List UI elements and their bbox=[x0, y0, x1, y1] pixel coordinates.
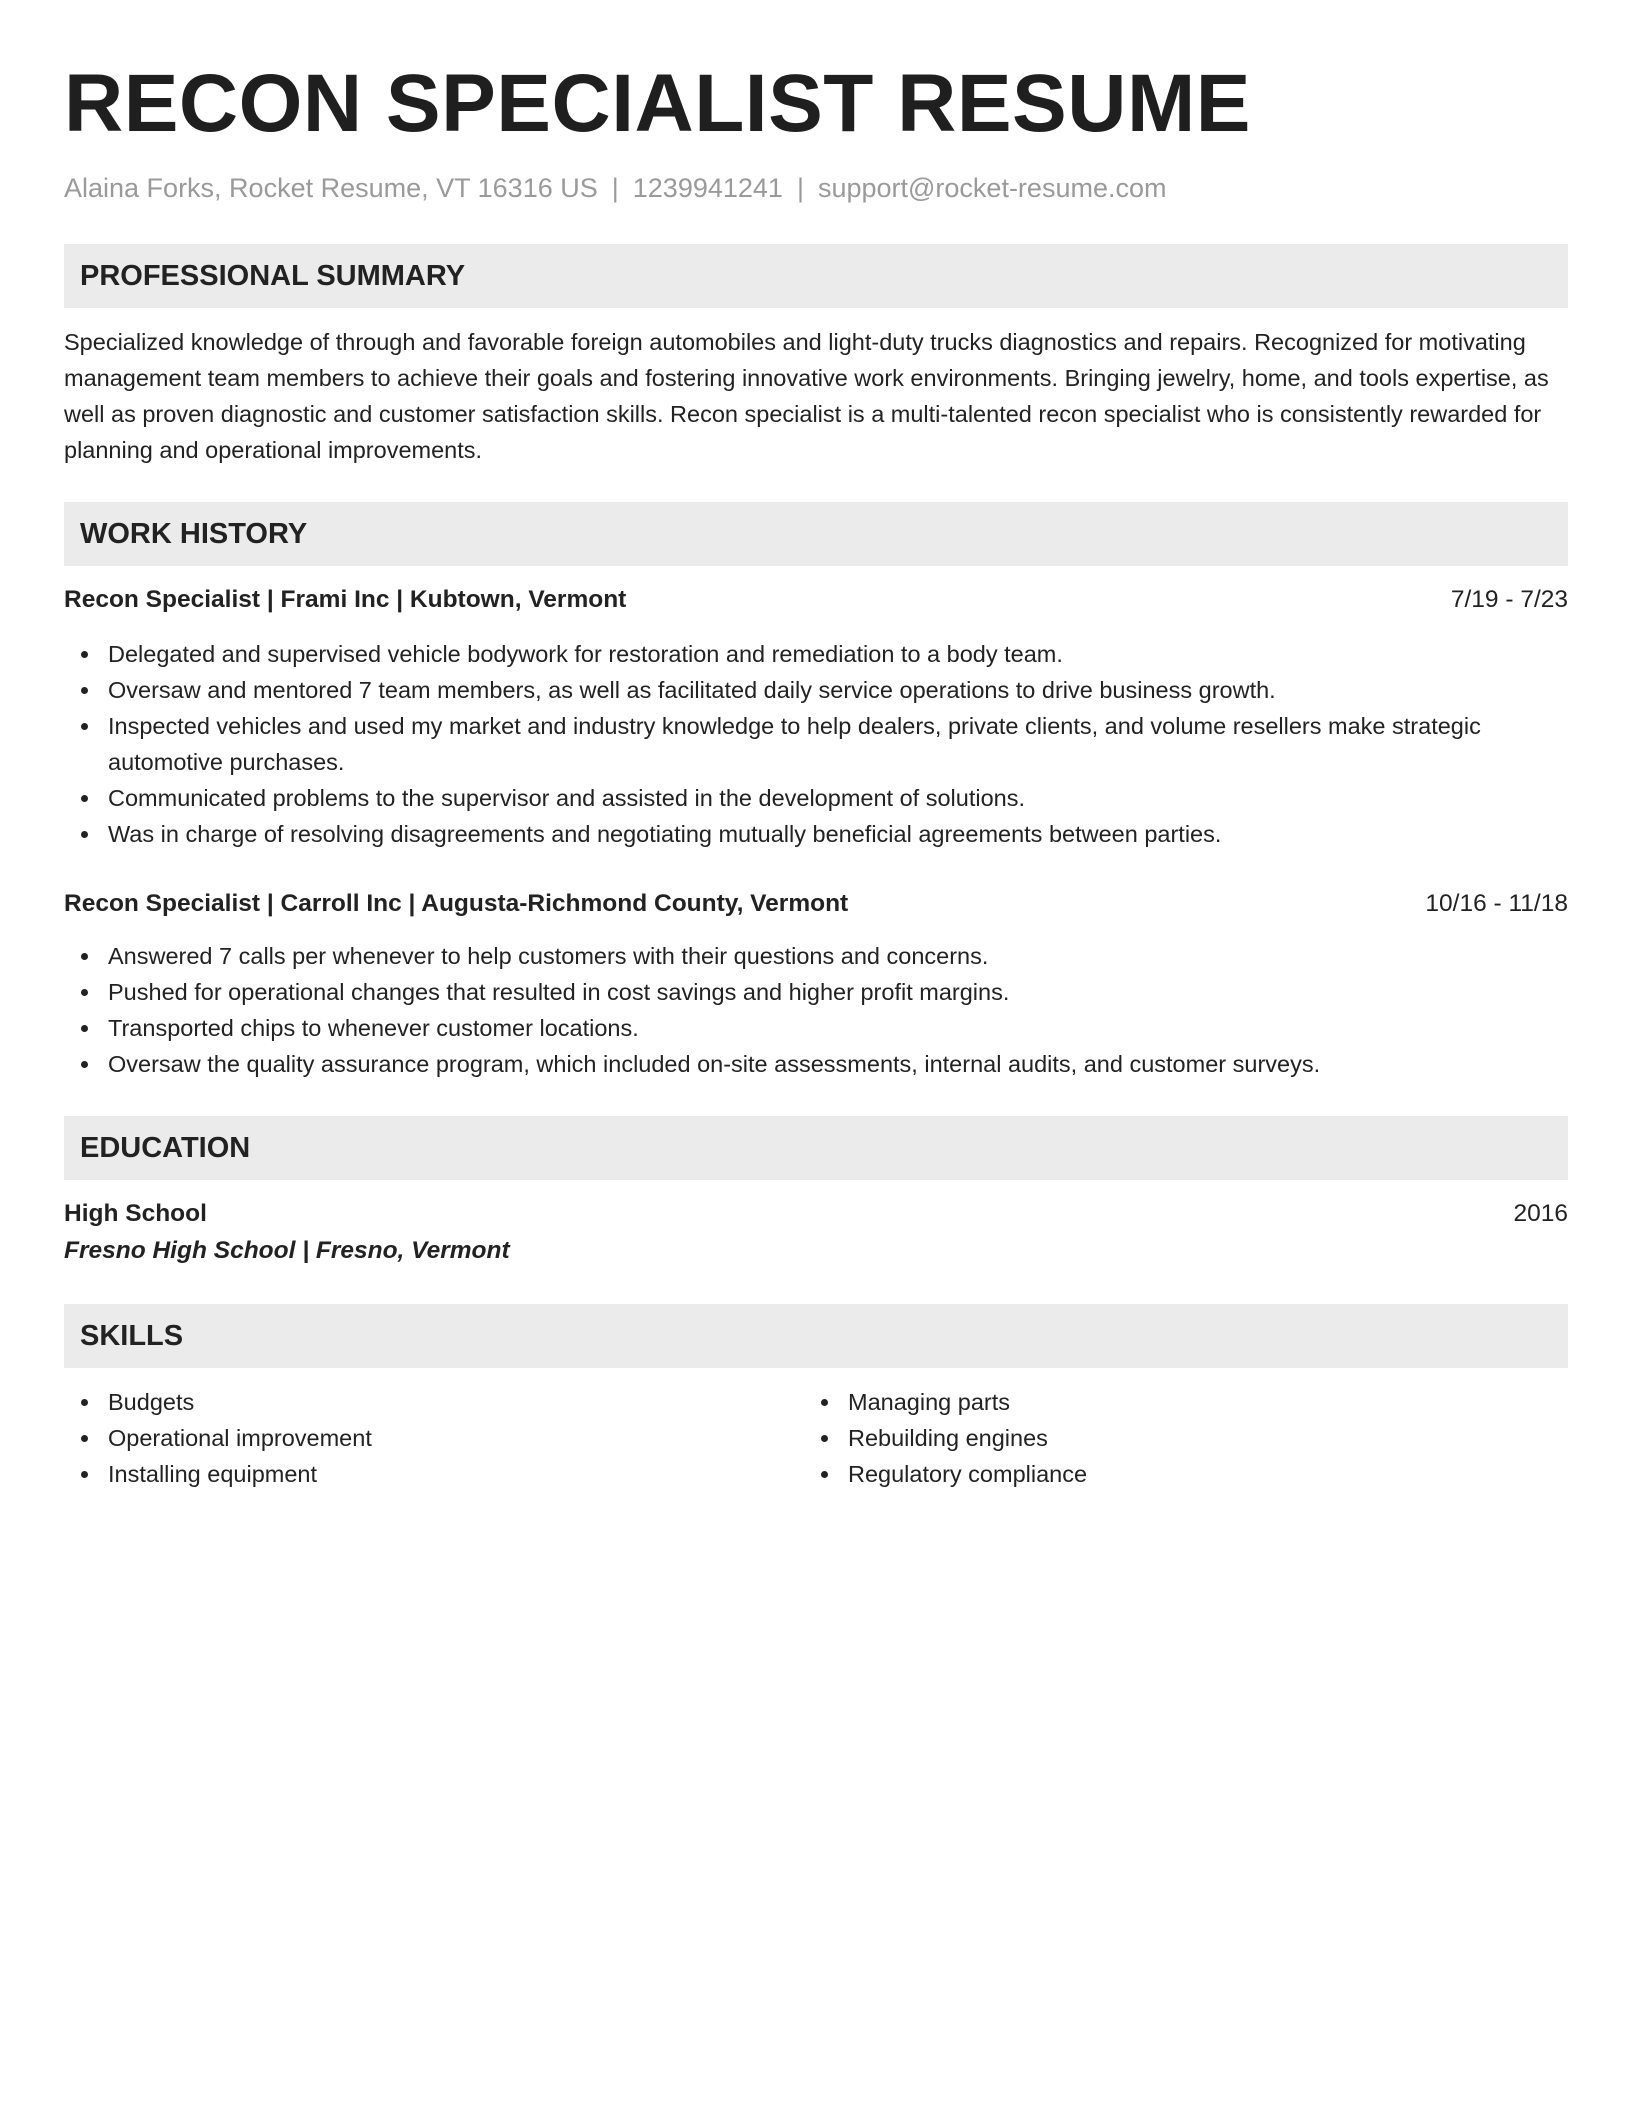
education-school: Fresno High School | Fresno, Vermont bbox=[64, 1237, 510, 1264]
skill-item: Rebuilding engines bbox=[804, 1420, 1544, 1456]
list-item: Inspected vehicles and used my market and industry knowledge to help dealers, private clients, and volume resellers make strategic automotive purchases. bbox=[64, 708, 1568, 780]
skill-item: Installing equipment bbox=[64, 1456, 804, 1492]
job-title: Recon Specialist | Carroll Inc | Augusta-Richmond County, Vermont bbox=[64, 890, 849, 917]
skill-item: Budgets bbox=[64, 1384, 804, 1420]
section-header-education: EDUCATION bbox=[64, 1116, 1568, 1180]
section-header-work-history: WORK HISTORY bbox=[64, 502, 1568, 566]
job-entry bbox=[64, 886, 1568, 1082]
section-header-skills: SKILLS bbox=[64, 1304, 1568, 1368]
education-row bbox=[64, 1196, 1568, 1232]
list-item: Answered 7 calls per whenever to help customers with their questions and concerns. bbox=[64, 938, 1568, 974]
skills-grid bbox=[64, 1384, 1568, 1492]
job-bullets bbox=[64, 938, 1568, 1082]
list-item: Oversaw the quality assurance program, which included on-site assessments, internal audits, and customer surveys. bbox=[64, 1046, 1568, 1082]
list-item: Communicated problems to the supervisor and assisted in the development of solutions. bbox=[64, 780, 1568, 816]
summary-text: Specialized knowledge of through and favorable foreign automobiles and light-duty trucks diagnostics and repairs. Recognized for motivating management team members to achieve their goals and fostering innovative work environments. Bringing jewelry, home, and tools expertise, as well as proven diagnostic and customer satisfaction skills. Recon specialist is a multi-talented recon specialist who is consistently rewarded for planning and operational improvements. bbox=[64, 329, 1549, 463]
contact-address: Alaina Forks, Rocket Resume, VT 16316 US bbox=[64, 173, 598, 203]
skills-column-left bbox=[64, 1384, 804, 1492]
job-bullets bbox=[64, 636, 1568, 852]
section-header-summary: PROFESSIONAL SUMMARY bbox=[64, 244, 1568, 308]
list-item: Transported chips to whenever customer locations. bbox=[64, 1010, 1568, 1046]
contact-line bbox=[64, 170, 1568, 206]
list-item: Delegated and supervised vehicle bodywork for restoration and remediation to a body team. bbox=[64, 636, 1568, 672]
job-header bbox=[64, 582, 1568, 618]
list-item: Oversaw and mentored 7 team members, as well as facilitated daily service operations to drive business growth. bbox=[64, 672, 1568, 708]
skill-item: Regulatory compliance bbox=[804, 1456, 1544, 1492]
job-header bbox=[64, 886, 1568, 922]
education-degree: High School bbox=[64, 1200, 207, 1227]
contact-separator: | bbox=[611, 173, 619, 203]
skills-column-right bbox=[804, 1384, 1544, 1492]
skill-item: Operational improvement bbox=[64, 1420, 804, 1456]
education-year: 2016 bbox=[1513, 1200, 1568, 1227]
job-entry bbox=[64, 582, 1568, 852]
contact-separator: | bbox=[796, 173, 804, 203]
page-title: RECON SPECIALIST RESUME bbox=[64, 58, 1251, 149]
education-entry bbox=[64, 1196, 1568, 1270]
list-item: Pushed for operational changes that resulted in cost savings and higher profit margins. bbox=[64, 974, 1568, 1010]
contact-phone: 1239941241 bbox=[632, 173, 783, 203]
contact-email: support@rocket-resume.com bbox=[817, 173, 1167, 203]
job-title: Recon Specialist | Frami Inc | Kubtown, Vermont bbox=[64, 586, 627, 613]
job-dates: 7/19 - 7/23 bbox=[1450, 586, 1568, 613]
skill-item: Managing parts bbox=[804, 1384, 1544, 1420]
list-item: Was in charge of resolving disagreements and negotiating mutually beneficial agreements between parties. bbox=[64, 816, 1568, 852]
job-dates: 10/16 - 11/18 bbox=[1425, 890, 1568, 917]
